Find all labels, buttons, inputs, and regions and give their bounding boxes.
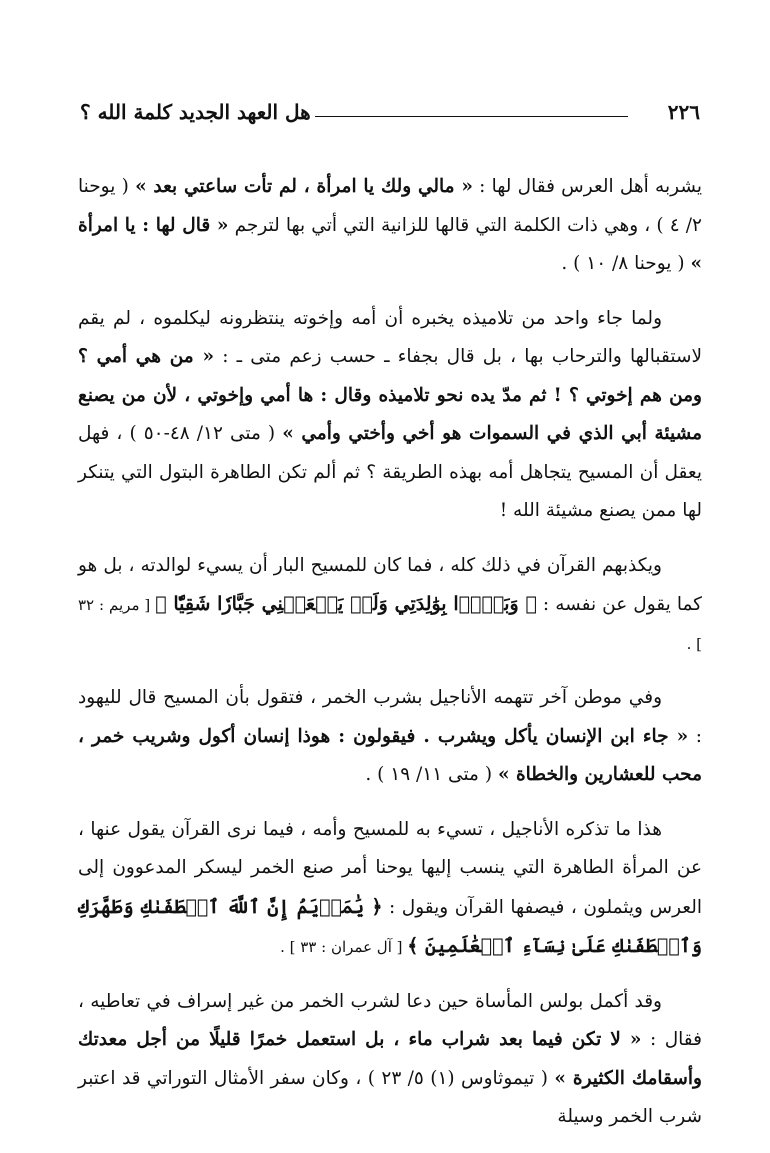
header-rule [315, 116, 628, 117]
text-span: ( تيموثاوس (١) ٥/ ٢٣ ) ، وكان سفر الأمثال التوراتي قد اعتبر شرب الخمر وسيلة [78, 1067, 702, 1127]
text-span: وقد أكمل بولس المأساة حين دعا لشرب الخمر من غير إسراف في تعاطيه ، فقال : [78, 990, 702, 1050]
paragraph-5 [78, 811, 702, 967]
text-span: ويكذبهم القرآن في ذلك كله ، فما كان للمسيح البار أن يسيء لوالدته ، بل هو كما يقول عن نفسه : [78, 554, 702, 615]
text-span: ولما جاء واحد من تلاميذه يخبره أن أمه وإخوته ينتظرونه ليكلموه ، لم يقم لاستقبالها والترحاب بها ، بل قال بجفاء ـ حسب زعم متى ـ : [78, 307, 702, 367]
paragraph-4 [78, 679, 702, 795]
page-body [78, 168, 702, 1153]
text-span: يشربه أهل العرس فقال لها : [472, 176, 702, 197]
quran-verse: ﴿ وَبَرَّۢا بِوَٰلِدَتِي وَلَمۡ يَجۡعَلۡنِي جَبَّارٗا شَقِيّٗا ﴾ [155, 593, 537, 615]
verse-reference: [ آل عمران : ٣٣ ] . [280, 938, 408, 956]
text-span: ( متى ١٢/ ٤٨-٥٠ ) ، فهل يعقل أن المسيح يتجاهل أمه بهذه الطريقة ؟ ثم ألم تكن الطاهرة البتول التي يتنكر لها ممن يصنع مشيئة الله ! [78, 423, 702, 521]
quran-verse: ﴿ يَٰمَرۡيَمُ إِنَّ ٱللَّهَ ٱصۡطَفَىٰكِ وَطَهَّرَكِ وَٱصۡطَفَىٰكِ عَلَىٰ نِسَآءِ ٱلۡعَٰلَمِينَ ﴾ [78, 895, 702, 957]
paragraph-2 [78, 300, 702, 531]
text-span: ( يوحنا ٨/ ١٠ ) . [561, 253, 691, 274]
running-title: هل العهد الجديد كلمة الله ؟ [80, 100, 311, 124]
gospel-quote: « مالي ولك يا امرأة ، لم تأت ساعتي بعد » [135, 176, 473, 197]
gospel-quote: « لا تكن فيما بعد شراب ماء ، بل استعمل خمرًا قليلًا من أجل معدتك وأسقامك الكثيرة » [78, 1029, 702, 1089]
page-header [80, 96, 700, 132]
text-span: وفي موطن آخر تتهمه الأناجيل بشرب الخمر ، فتقول بأن المسيح قال لليهود : [78, 687, 702, 747]
paragraph-1 [78, 168, 702, 284]
text-span: ( يوحنا ٢/ ٤ ) ، وهي ذات الكلمة التي قالها للزانية التي أتي بها لترجم [78, 176, 702, 236]
text-span: هذا ما تذكره الأناجيل ، تسيء به للمسيح وأمه ، فيما نرى القرآن يقول عنها ، عن المرأة الطاهرة التي ينسب إليها يوحنا أمر صنع الخمر ليسكر المدعوون إلى العرس ويثملون ، فيصفها القرآن ويقول : [78, 818, 702, 918]
gospel-quote: « جاء ابن الإنسان يأكل ويشرب . فيقولون : هوذا إنسان أكول وشريب خمر ، محب للعشارين والخطاة » [78, 725, 702, 785]
paragraph-3 [78, 547, 702, 664]
verse-reference: [ مريم : ٣٢ ] . [78, 596, 702, 653]
gospel-quote: « من هي أمي ؟ ومن هم إخوتي ؟ ! ثم مدّ يده نحو تلاميذه وقال : ها أمي وإخوتي ، لأن من يصنع مشيئة أبي الذي في السموات هو أخي وأختي وأمي » [78, 346, 702, 444]
text-span: ( متى ١١/ ١٩ ) . [365, 764, 498, 785]
gospel-quote: « قال لها : يا امرأة » [78, 214, 702, 274]
paragraph-6 [78, 983, 702, 1137]
page-number: ٢٢٦ [667, 100, 700, 124]
